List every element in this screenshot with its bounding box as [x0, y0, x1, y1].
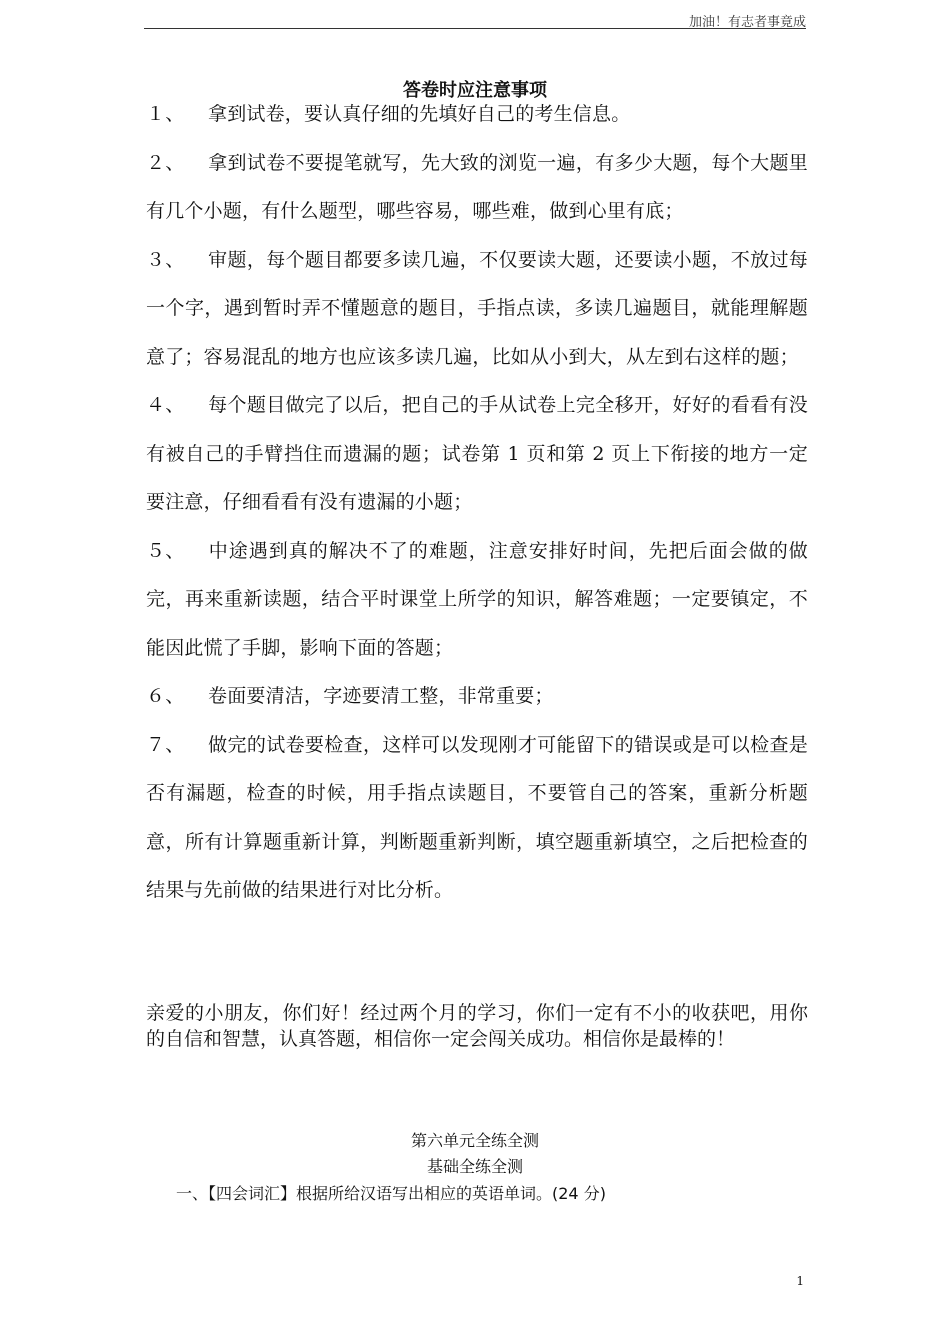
item-text: 拿到试卷，要认真仔细的先填好自己的考生信息。: [208, 103, 631, 125]
unit-title: 第六单元全练全测: [410, 1131, 539, 1150]
page-number: 1: [796, 1274, 804, 1288]
question-heading: 一、【四会词汇】根据所给汉语写出相应的英语单词。(24 分): [176, 1184, 606, 1203]
page-title: 答卷时应注意事项: [403, 80, 547, 101]
item-text: 审题，每个题目都要多读几遍，不仅要读大题，还要读小题，不放过每一个字，遇到暂时弄不懂题意的题目，手指点读，多读几遍题目，就能理解题意了；容易混乱的地方也应该多读几遍，比如从小到大，从左到右这样的题；: [146, 248, 808, 368]
closing-message: [146, 1000, 808, 1052]
item-number: ５、: [146, 539, 185, 562]
list-item: [146, 672, 808, 721]
item-number: ６、: [146, 685, 185, 707]
item-text: 卷面要清洁，字迹要清工整，非常重要；: [208, 685, 554, 707]
header-divider: [144, 28, 806, 29]
item-text: 中途遇到真的解决不了的难题，注意安排好时间，先把后面会做的做完，再来重新读题，结合平时课堂上所学的知识，解答难题；一定要镇定，不能因此慌了手脚，影响下面的答题；: [146, 539, 808, 659]
header-motto: 加油！有志者事竟成: [688, 15, 806, 30]
list-item: [146, 139, 808, 236]
closing-text: 亲爱的小朋友，你们好！经过两个月的学习，你们一定有不小的收获吧，用你的自信和智慧，认真答题，相信你一定会闯关成功。相信你是最棒的！: [146, 1002, 808, 1050]
item-number: １、: [146, 103, 185, 125]
section-title: 基础全练全测: [426, 1157, 523, 1176]
item-number: ３、: [146, 248, 185, 271]
item-number: ７、: [146, 733, 185, 756]
list-item: [146, 90, 808, 139]
item-text: 做完的试卷要检查，这样可以发现刚才可能留下的错误或是可以检查是否有漏题，检查的时候，用手指点读题目，不要管自己的答案，重新分析题意，所有计算题重新计算，判断题重新判断，填空题重新填空，之后把检查的结果与先前做的结果进行对比分析。: [146, 733, 808, 901]
list-item: [146, 527, 808, 673]
item-number: ４、: [146, 394, 185, 416]
list-item: [146, 721, 808, 915]
item-text: 每个题目做完了以后，把自己的手从试卷上完全移开，好好的看看有没有被自己的手臂挡住而遗漏的题；试卷第 1 页和第 2 页上下衔接的地方一定要注意，仔细看看有没有遗漏的小题；: [146, 394, 808, 513]
list-item: [146, 381, 808, 527]
item-number: ２、: [146, 151, 185, 174]
notice-list: [146, 90, 808, 915]
list-item: [146, 236, 808, 382]
item-text: 拿到试卷不要提笔就写，先大致的浏览一遍，有多少大题，每个大题里有几个小题，有什么题型，哪些容易，哪些难，做到心里有底；: [146, 151, 808, 222]
